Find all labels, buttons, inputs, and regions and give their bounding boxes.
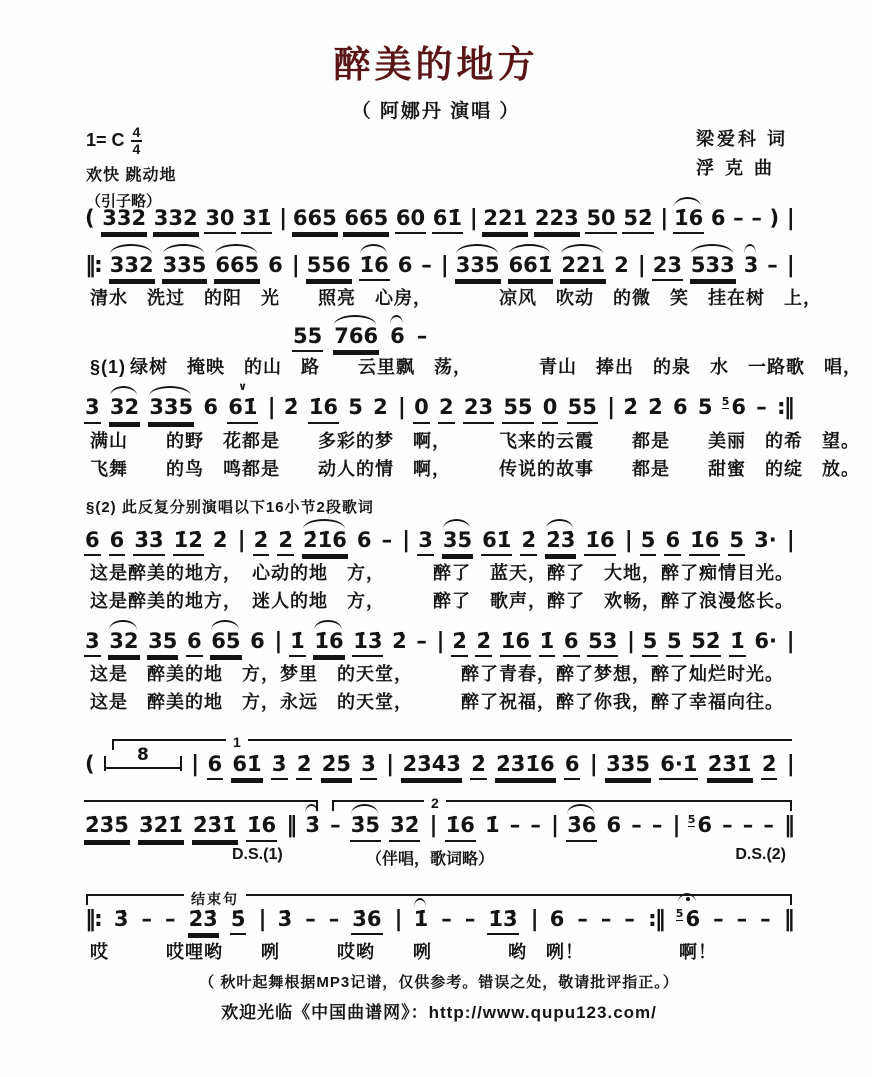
note-token: 23 bbox=[463, 396, 494, 423]
note-token: 1̇3̇ bbox=[487, 908, 518, 935]
note-token: – bbox=[760, 906, 771, 931]
note-token: – bbox=[763, 813, 774, 838]
barline: | bbox=[436, 629, 443, 655]
note-token: – bbox=[733, 206, 744, 230]
note-token: 335 bbox=[162, 254, 208, 281]
note-token: 2̇ bbox=[253, 529, 270, 556]
note-token: – bbox=[421, 253, 432, 278]
note-token: 3̇2̇1̇ bbox=[138, 814, 184, 841]
transcriber-note: （ 秋叶起舞根据MP3记谱，仅供参考。错误之处，敬请批评指正。） bbox=[199, 973, 679, 991]
key-label: 1= C bbox=[86, 130, 125, 150]
note-token: 2̇ bbox=[623, 395, 638, 420]
note-token: 53 bbox=[587, 630, 618, 657]
note-token: 2̇ bbox=[296, 753, 313, 780]
note-token: 5 bbox=[642, 630, 659, 657]
note-token: – bbox=[600, 906, 612, 931]
lyricist-credit: 梁爱科 词 bbox=[695, 129, 788, 149]
note-token: 3̇ bbox=[271, 753, 288, 780]
grace-note: 5 bbox=[675, 906, 684, 920]
barline: ‖ bbox=[286, 813, 296, 839]
slur-arc bbox=[109, 620, 136, 630]
note-token: $^5$6̇ bbox=[687, 813, 712, 838]
note-token: 3· bbox=[754, 527, 777, 552]
lyrics-line-4a: 这是醉美的地方， 心动的地 方， 醉了 蓝天，醉了 大地，醉了痴情目光。 bbox=[90, 562, 794, 583]
slur-arc bbox=[110, 244, 152, 254]
note-token: 3̇ bbox=[113, 906, 129, 931]
slur-arc bbox=[546, 519, 573, 529]
barline: | bbox=[672, 813, 679, 839]
note-token: 52̇ bbox=[622, 207, 653, 234]
coda-bracket-label: 结束句 bbox=[184, 889, 246, 909]
note-token: 6 bbox=[84, 529, 101, 556]
note-token: 52̇ bbox=[690, 630, 721, 657]
note-token: 6 bbox=[203, 395, 218, 420]
note-token: 2̇1̇6 bbox=[302, 529, 348, 556]
volta-2-label: 2 bbox=[424, 795, 446, 811]
note-token: – bbox=[165, 906, 176, 931]
note-token: 6 bbox=[356, 527, 372, 552]
segno-mark-2: §(2) bbox=[86, 498, 117, 516]
slur-arc bbox=[360, 244, 387, 254]
note-token: – bbox=[742, 813, 754, 838]
meta-block bbox=[0, 124, 872, 210]
note-token: $^5$6̇ bbox=[676, 908, 701, 933]
slur-arc bbox=[744, 244, 757, 254]
barline: ‖ bbox=[784, 813, 793, 839]
note-token: 8 bbox=[104, 756, 182, 771]
note-token: – bbox=[416, 324, 428, 349]
note-token: 2 bbox=[438, 396, 455, 423]
note-token: 50 bbox=[585, 207, 616, 234]
barline: | bbox=[191, 752, 198, 778]
note-token: 1̇ bbox=[729, 630, 746, 657]
slur-arc bbox=[163, 244, 205, 254]
note-token: 55 bbox=[502, 396, 533, 423]
note-token: – bbox=[751, 206, 762, 230]
note-token: 221 bbox=[482, 207, 528, 234]
note-token: – bbox=[141, 906, 152, 931]
note-token: 332 bbox=[101, 207, 147, 234]
note-token: 61̇ bbox=[432, 207, 463, 234]
note-token: – bbox=[381, 527, 393, 552]
barline: | bbox=[624, 527, 631, 553]
barline: | bbox=[786, 629, 793, 655]
slur-arc bbox=[691, 244, 733, 254]
note-token: 3̇2̇ bbox=[389, 814, 420, 841]
key-signature bbox=[86, 125, 176, 156]
note-token: 61̇ bbox=[481, 529, 512, 556]
note-token: 3̇3̇ bbox=[133, 529, 164, 556]
note-token: – bbox=[756, 395, 767, 420]
note-token: 2̇3̇ bbox=[545, 529, 576, 556]
note-token: 1̇6 bbox=[689, 529, 720, 556]
repeat-instruction-text: 此反复分别演唱以下16小节2段歌词 bbox=[121, 498, 374, 516]
note-token: 1̇6 bbox=[308, 396, 339, 423]
barline: | bbox=[386, 752, 393, 778]
note-token: – bbox=[577, 906, 588, 931]
note-token: ( bbox=[85, 206, 95, 230]
note-token: 2̇3̇1̇6 bbox=[495, 753, 555, 780]
slur-arc bbox=[561, 244, 603, 254]
music-line-intro bbox=[84, 203, 794, 234]
note-token: 2̇3̇1̇ bbox=[707, 753, 753, 780]
note-token: 2̇3̇1̇ bbox=[192, 814, 238, 841]
barline: | bbox=[267, 395, 274, 421]
barline: | bbox=[786, 752, 793, 778]
lyrics-line-4b: 这是醉美的地方， 迷人的地 方， 醉了 歌声，醉了 欢畅，醉了浪漫悠长。 bbox=[90, 590, 794, 611]
slur-arc bbox=[390, 315, 403, 325]
barline: | bbox=[469, 206, 476, 231]
lyrics-line-2-text: 绿树 掩映 的山 路 云里飘 荡， 青山 捧出 的泉 水 一路歌 唱， bbox=[130, 357, 863, 378]
barline: | bbox=[440, 253, 447, 279]
note-token: 6 bbox=[564, 753, 581, 780]
note-token: 665 bbox=[292, 207, 338, 234]
barline: :‖ bbox=[647, 906, 664, 932]
note-token: 6 bbox=[389, 325, 406, 350]
note-token: 2̇3̇4̇3̇ bbox=[401, 753, 461, 780]
note-token: – bbox=[722, 813, 733, 838]
note-token: 0 bbox=[542, 396, 559, 423]
barline: | bbox=[637, 253, 644, 279]
barline: ‖ bbox=[783, 906, 793, 932]
note-token: – bbox=[624, 906, 635, 931]
note-token: 6 bbox=[549, 906, 565, 931]
note-token: 3̇5 bbox=[350, 814, 381, 841]
note-token: 556 bbox=[306, 254, 352, 281]
note-token: 31̇ bbox=[241, 207, 272, 234]
note-token: 332 bbox=[109, 254, 155, 281]
music-line-verse-2 bbox=[84, 380, 794, 423]
note-token: 1̇6 bbox=[359, 254, 390, 281]
note-token: ) bbox=[769, 206, 780, 230]
note-token: 2̇ bbox=[283, 395, 299, 420]
barline: | bbox=[786, 206, 793, 231]
barline: | bbox=[291, 253, 298, 279]
note-token: – bbox=[736, 906, 748, 931]
note-token: 6 bbox=[664, 529, 681, 556]
note-token: 6 bbox=[563, 630, 580, 657]
barline: | bbox=[279, 206, 286, 231]
first-ending-section bbox=[84, 734, 794, 780]
grace-note: 5 bbox=[687, 813, 696, 827]
note-token: 1̇ bbox=[289, 630, 306, 657]
barline: | bbox=[237, 527, 244, 553]
slur-arc bbox=[443, 519, 470, 529]
note-token: 221 bbox=[560, 254, 606, 281]
slur-arc bbox=[303, 519, 345, 529]
note-token: – bbox=[416, 629, 427, 654]
note-token: 2̇ bbox=[277, 529, 294, 556]
volta-bracket-1 bbox=[112, 734, 792, 751]
note-token: 6 bbox=[710, 206, 726, 230]
note-token: 665 bbox=[214, 254, 260, 281]
note-token: 0 bbox=[413, 396, 430, 423]
note-token: 3̇3̇5 bbox=[605, 753, 651, 780]
lyrics-line-2 bbox=[90, 354, 863, 380]
barline: | bbox=[394, 906, 401, 932]
segno-mark-1: §(1) bbox=[90, 357, 127, 378]
note-token: 1̇6 bbox=[673, 207, 704, 234]
note-token: 55 bbox=[292, 325, 323, 352]
repeat-instruction bbox=[86, 496, 794, 517]
song-title: 醉美的地方 bbox=[333, 44, 539, 85]
slur-arc bbox=[305, 804, 318, 814]
note-token: 3̇ bbox=[304, 814, 321, 839]
barline: | bbox=[530, 906, 537, 932]
note-token: ( bbox=[85, 752, 95, 777]
barline: | bbox=[397, 395, 404, 421]
note-token: 1̇2̇ bbox=[173, 529, 204, 556]
note-token: 766 bbox=[333, 325, 379, 352]
slur-arc bbox=[334, 315, 376, 325]
note-token: – bbox=[330, 813, 341, 838]
note-token: 5 bbox=[348, 395, 363, 420]
barline: | bbox=[786, 527, 793, 553]
barline: :‖ bbox=[776, 395, 793, 421]
note-token: 35 bbox=[147, 630, 178, 657]
slur-arc bbox=[149, 386, 191, 396]
breath-mark: ∨ bbox=[238, 380, 248, 394]
note-token: – bbox=[767, 253, 778, 278]
time-signature bbox=[131, 125, 143, 156]
note-token: 2̇ bbox=[212, 527, 228, 552]
note-token: – bbox=[713, 906, 724, 931]
note-token: 3 bbox=[84, 630, 101, 657]
note-token: 223 bbox=[534, 207, 580, 234]
barline: | bbox=[274, 629, 281, 655]
note-token: 6 bbox=[673, 395, 688, 420]
note-token: 6 bbox=[109, 529, 126, 556]
time-signature-numerator: 4 bbox=[132, 124, 141, 140]
note-token: 3̇6 bbox=[566, 814, 597, 841]
note-token: 665 bbox=[343, 207, 389, 234]
note-token: 3 bbox=[84, 396, 101, 423]
slur-arc bbox=[351, 804, 378, 814]
note-token: 5 bbox=[640, 529, 657, 556]
note-token: 1̇ bbox=[485, 813, 500, 838]
note-token: 6 bbox=[606, 813, 622, 838]
slur-arc bbox=[509, 244, 551, 254]
note-token: 1̇ bbox=[539, 630, 556, 657]
barline: | bbox=[607, 395, 614, 421]
slur-arc bbox=[314, 620, 341, 630]
note-token: 533 bbox=[690, 254, 736, 281]
music-line-verse-1 bbox=[84, 238, 794, 281]
credits-block bbox=[696, 125, 788, 183]
note-token: 1̇6 bbox=[500, 630, 531, 657]
note-token: 2̇ bbox=[475, 630, 492, 657]
note-token: – bbox=[328, 906, 340, 931]
lyrics-line-5a: 这是 醉美的地 方，梦里 的天堂， 醉了青春，醉了梦想，醉了灿烂时光。 bbox=[90, 664, 784, 685]
note-token: 3̇6 bbox=[351, 908, 382, 935]
note-token: 2̇ bbox=[392, 629, 407, 654]
note-token: 6 bbox=[268, 253, 283, 278]
barline: ‖: bbox=[85, 253, 101, 279]
note-token: 6· bbox=[754, 629, 777, 654]
note-token: 61̇ ∨ bbox=[227, 396, 258, 423]
dal-segno-row bbox=[84, 846, 794, 872]
barline: | bbox=[589, 752, 596, 778]
key-tempo-block bbox=[86, 125, 176, 211]
performer-subtitle: （ 阿娜丹 演唱 ） bbox=[351, 101, 521, 122]
note-token: 32 bbox=[109, 396, 140, 423]
barline: | bbox=[402, 527, 409, 553]
note-token: 35 bbox=[442, 529, 473, 556]
note-token: 2̇ bbox=[761, 753, 778, 780]
note-token: 2̇ bbox=[470, 753, 487, 780]
lyrics-line-3a: 满山 的野 花都是 多彩的梦 啊， 飞来的云霞 都是 美丽 的希 望。 bbox=[90, 430, 860, 451]
dal-segno-1-marking: D.S.(1) bbox=[232, 845, 283, 863]
note-token: 6 bbox=[186, 630, 203, 657]
note-token: 2̇ bbox=[451, 630, 468, 657]
note-token: – bbox=[305, 906, 316, 931]
lyrics-line-coda: 哎 哎哩哟 咧 哎哟 咧 哟 咧！ 啊！ bbox=[90, 941, 717, 962]
note-token: 1̇6 bbox=[313, 630, 344, 657]
note-token: 61̇ bbox=[231, 753, 262, 780]
note-token: – bbox=[464, 906, 476, 931]
volta-bracket-2 bbox=[332, 795, 792, 812]
note-token: 1̇ bbox=[413, 908, 430, 933]
note-token: 332 bbox=[153, 207, 199, 234]
music-line-chorus-2 bbox=[84, 614, 794, 657]
note-token: 30 bbox=[204, 207, 235, 234]
note-token: – bbox=[441, 906, 452, 931]
note-token: 1̇6 bbox=[584, 529, 615, 556]
volta-bracket-1-continuation bbox=[84, 800, 318, 811]
time-signature-denominator: 4 bbox=[132, 141, 141, 157]
barline: | bbox=[786, 253, 793, 279]
note-token: 5 bbox=[697, 395, 713, 420]
note-token: – bbox=[651, 813, 663, 838]
note-token: 2̇3̇ bbox=[188, 908, 219, 935]
note-token: – bbox=[530, 813, 541, 838]
note-token: 1̇6 bbox=[246, 814, 277, 841]
note-token: 6 bbox=[207, 753, 224, 780]
note-token: 5 bbox=[666, 630, 683, 657]
slur-arc bbox=[110, 386, 137, 396]
note-token: 335 bbox=[148, 396, 194, 423]
note-token: 2̇ bbox=[520, 529, 537, 556]
slur-arc bbox=[211, 620, 238, 630]
note-token: 2 bbox=[373, 395, 388, 420]
music-line-alternate bbox=[292, 311, 428, 352]
note-token: 65 bbox=[210, 630, 241, 657]
note-token: – bbox=[631, 813, 642, 838]
note-token: 335 bbox=[455, 254, 501, 281]
accompaniment-note: （伴唱，歌词略） bbox=[366, 850, 495, 868]
note-token: 661̇ bbox=[508, 254, 554, 281]
barline: | bbox=[551, 813, 558, 839]
note-token: 5̇ bbox=[230, 908, 247, 935]
note-token: 3 bbox=[417, 529, 434, 556]
note-token: 2̇ bbox=[648, 395, 663, 420]
note-token: 3 bbox=[743, 254, 760, 279]
barline: ‖: bbox=[85, 906, 101, 932]
music-line-chorus-1 bbox=[84, 517, 794, 556]
note-token: 2̇5̇ bbox=[321, 753, 352, 780]
barline: | bbox=[660, 206, 667, 231]
barline: | bbox=[258, 906, 265, 932]
volta-1-label: 1 bbox=[226, 734, 248, 750]
coda-section bbox=[84, 892, 794, 935]
grace-note: 5 bbox=[721, 395, 730, 409]
note-token: – bbox=[509, 813, 521, 838]
tempo-marking: 欢快 跳动地 bbox=[86, 167, 177, 184]
note-token: 1̇6 bbox=[445, 814, 476, 841]
note-token: 6·1̇ bbox=[659, 753, 698, 780]
notation-area bbox=[0, 203, 872, 1023]
barline: | bbox=[429, 813, 436, 839]
note-token: 2̇3̇5̇ bbox=[84, 814, 130, 841]
second-ending-section bbox=[84, 795, 794, 841]
note-token: 60 bbox=[395, 207, 426, 234]
note-token: 5 bbox=[728, 529, 745, 556]
note-token: 32 bbox=[108, 630, 139, 657]
note-token: 55 bbox=[567, 396, 598, 423]
dal-segno-2-marking: D.S.(2) bbox=[735, 845, 786, 863]
note-token: 1̇3̇ bbox=[352, 630, 383, 657]
lyrics-line-3b: 飞舞 的鸟 鸣都是 动人的情 啊， 传说的故事 都是 甜蜜 的绽 放。 bbox=[90, 458, 860, 479]
intro-omitted-note: （引子略） bbox=[86, 193, 162, 210]
note-token: 23 bbox=[652, 254, 683, 281]
note-token: 6 bbox=[250, 629, 265, 654]
note-token: 6 bbox=[397, 253, 413, 278]
composer-credit: 浮 克 曲 bbox=[695, 157, 775, 178]
note-token: 2 bbox=[614, 253, 629, 278]
note-token: $^5$6 bbox=[721, 395, 746, 420]
note-token: 3̇ bbox=[360, 753, 377, 780]
lyrics-line-5b: 这是 醉美的地 方，永远 的天堂， 醉了祝福，醉了你我，醉了幸福向往。 bbox=[90, 692, 784, 713]
note-token: 3̇ bbox=[277, 906, 293, 931]
slur-arc bbox=[456, 244, 498, 254]
barline: | bbox=[627, 629, 634, 655]
slur-arc bbox=[215, 244, 257, 254]
website-credit: 欢迎光临《中国曲谱网》：http://www.qupu123.com/ bbox=[221, 1002, 657, 1022]
lyrics-line-1: 清水 洗过 的阳 光 照亮 心房， 凉风 吹动 的微 笑 挂在树 上， bbox=[90, 288, 822, 309]
